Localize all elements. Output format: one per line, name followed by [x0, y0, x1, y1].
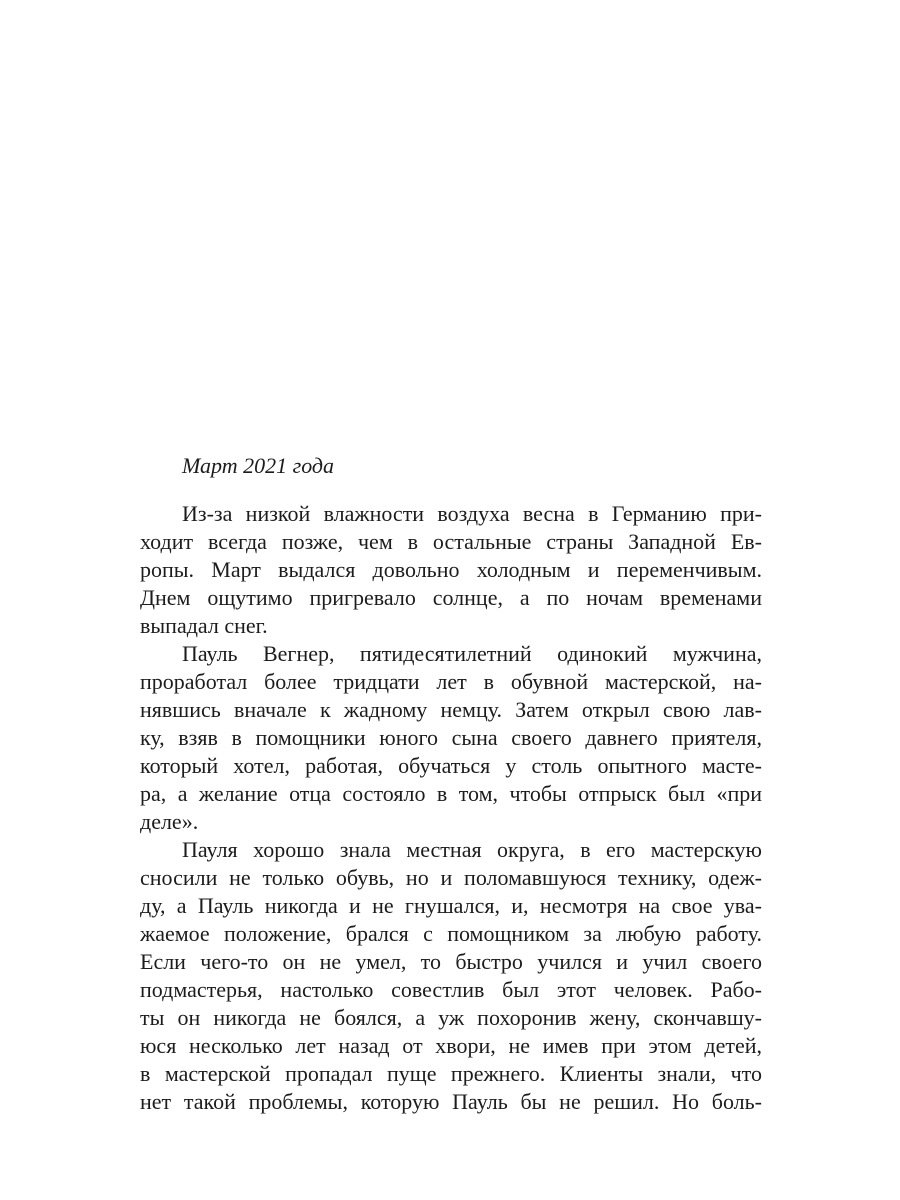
paragraph-2-line: который хотел, работая, обучаться у столь опытного масте- — [140, 753, 762, 778]
paragraph-3-line: ду, а Пауль никогда и не гнушался, и, несмотря на свое ува- — [140, 893, 762, 918]
paragraph-2-line: деле». — [140, 809, 199, 834]
body-text — [140, 500, 762, 1116]
paragraph-2-line: нявшись вначале к жадному немцу. Затем открыл свою лав- — [140, 697, 762, 722]
paragraph-1-line: ходит всегда позже, чем в остальные страны Западной Ев- — [140, 529, 762, 554]
paragraph-3-line: сносили не только обувь, но и поломавшуюся технику, одеж- — [140, 865, 762, 890]
paragraph-3-line: жаемое положение, брался с помощником за любую работу. — [140, 921, 762, 946]
paragraph-2-line: Пауль Вегнер, пятидесятилетний одинокий мужчина, — [182, 641, 762, 666]
paragraph-2-line: проработал более тридцати лет в обувной мастерской, на- — [140, 669, 762, 694]
paragraph-3-line: юся несколько лет назад от хвори, не имев при этом детей, — [140, 1033, 762, 1058]
paragraph-1-line: Из-за низкой влажности воздуха весна в Германию при- — [182, 501, 762, 526]
paragraph-2-line: ку, взяв в помощники юного сына своего давнего приятеля, — [140, 725, 762, 750]
paragraph-2-line: ра, а желание отца состояло в том, чтобы отпрыск был «при — [140, 781, 762, 806]
paragraph-1-line: выпадал снег. — [140, 613, 268, 638]
chapter-date-heading: Март 2021 года — [182, 453, 335, 478]
paragraph-3-line: ты он никогда не боялся, а уж похоронив жену, скончавшу- — [140, 1005, 762, 1030]
paragraph-3-line: нет такой проблемы, которую Пауль бы не решил. Но боль- — [140, 1089, 762, 1114]
paragraph-3-line: подмастерья, настолько совестлив был этот человек. Рабо- — [140, 977, 762, 1002]
paragraph-3-line: в мастерской пропадал пуще прежнего. Клиенты знали, что — [140, 1061, 762, 1086]
paragraph-1-line: ропы. Март выдался довольно холодным и переменчивым. — [140, 557, 762, 582]
paragraph-1-line: Днем ощутимо пригревало солнце, а по ночам временами — [140, 585, 762, 610]
paragraph-3-line: Если чего-то он не умел, то быстро учился и учил своего — [140, 949, 762, 974]
paragraph-3-line: Пауля хорошо знала местная округа, в его мастерскую — [182, 837, 762, 862]
